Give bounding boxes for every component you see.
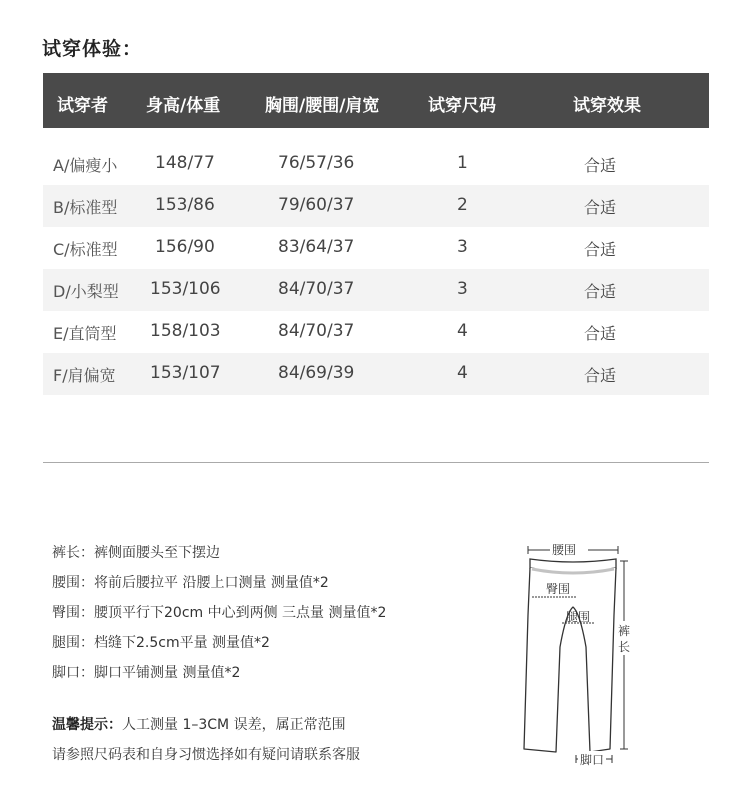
tip-text: 人工测量 1–3CM 误差，属正常范围 [122,717,346,733]
cell-tester: B/标准型 [53,198,118,217]
cell-tester: A/偏瘦小 [53,156,118,175]
cell-size: 3 [457,237,468,257]
measurement-notes [52,544,386,694]
cell-height-weight: 153/86 [155,195,215,215]
table-row [43,269,709,311]
label-thigh: 腿围 [566,610,591,624]
cell-height-weight: 158/103 [150,321,221,341]
cell-measurements: 76/57/36 [278,153,355,173]
table-row [43,311,709,353]
cell-measurements: 84/70/37 [278,321,355,341]
label-hem: 脚口 [580,753,605,767]
cell-size: 2 [457,195,468,215]
cell-height-weight: 153/107 [150,363,221,383]
tip-line-1 [52,716,360,746]
header-measurements: 胸围/腰围/肩宽 [265,96,380,116]
cell-result: 合适 [584,156,617,175]
table-header [43,73,709,128]
header-height-weight: 身高/体重 [146,96,221,116]
label-length-bottom: 长 [618,640,631,654]
table-body [43,143,709,395]
cell-result: 合适 [584,282,617,301]
note-thigh: 腿围：档缝下2.5cm平量 测量值*2 [52,635,270,651]
table-row [43,353,709,395]
cell-measurements: 84/69/39 [278,363,355,383]
cell-tester: E/直筒型 [53,324,117,343]
table-row [43,185,709,227]
pants-diagram [510,535,640,770]
cell-measurements: 79/60/37 [278,195,355,215]
cell-height-weight: 153/106 [150,279,221,299]
header-result: 试穿效果 [573,96,641,116]
tip-line-2: 请参照尺码表和自身习惯选择如有疑问请联系客服 [52,747,360,763]
note-length: 裤长：裤侧面腰头至下摆边 [52,545,220,561]
cell-height-weight: 156/90 [155,237,215,257]
cell-size: 4 [457,321,468,341]
note-hem: 脚口：脚口平铺测量 测量值*2 [52,665,241,681]
label-waist: 腰围 [552,543,577,557]
cell-size: 3 [457,279,468,299]
table-row [43,227,709,269]
note-hip: 臀围：腰顶平行下20cm 中心到两侧 三点量 测量值*2 [52,605,387,621]
label-length-top: 裤 [618,624,631,638]
page-title: 试穿体验： [42,38,143,60]
cell-tester: C/标准型 [53,240,118,259]
cell-size: 1 [457,153,468,173]
cell-result: 合适 [584,240,617,259]
note-waist: 腰围：将前后腰拉平 沿腰上口测量 测量值*2 [52,575,329,591]
tip-label: 温馨提示： [52,717,122,733]
table-row [43,143,709,185]
cell-result: 合适 [584,324,617,343]
header-tester: 试穿者 [57,96,108,116]
header-size: 试穿尺码 [428,96,496,116]
cell-measurements: 84/70/37 [278,279,355,299]
section-divider [43,462,709,463]
cell-measurements: 83/64/37 [278,237,355,257]
cell-result: 合适 [584,198,617,217]
cell-tester: F/肩偏宽 [53,366,116,385]
tips [52,716,360,776]
fitting-table [43,73,709,395]
label-hip: 臀围 [546,582,571,596]
cell-size: 4 [457,363,468,383]
cell-result: 合适 [584,366,617,385]
cell-tester: D/小梨型 [53,282,119,301]
cell-height-weight: 148/77 [155,153,215,173]
